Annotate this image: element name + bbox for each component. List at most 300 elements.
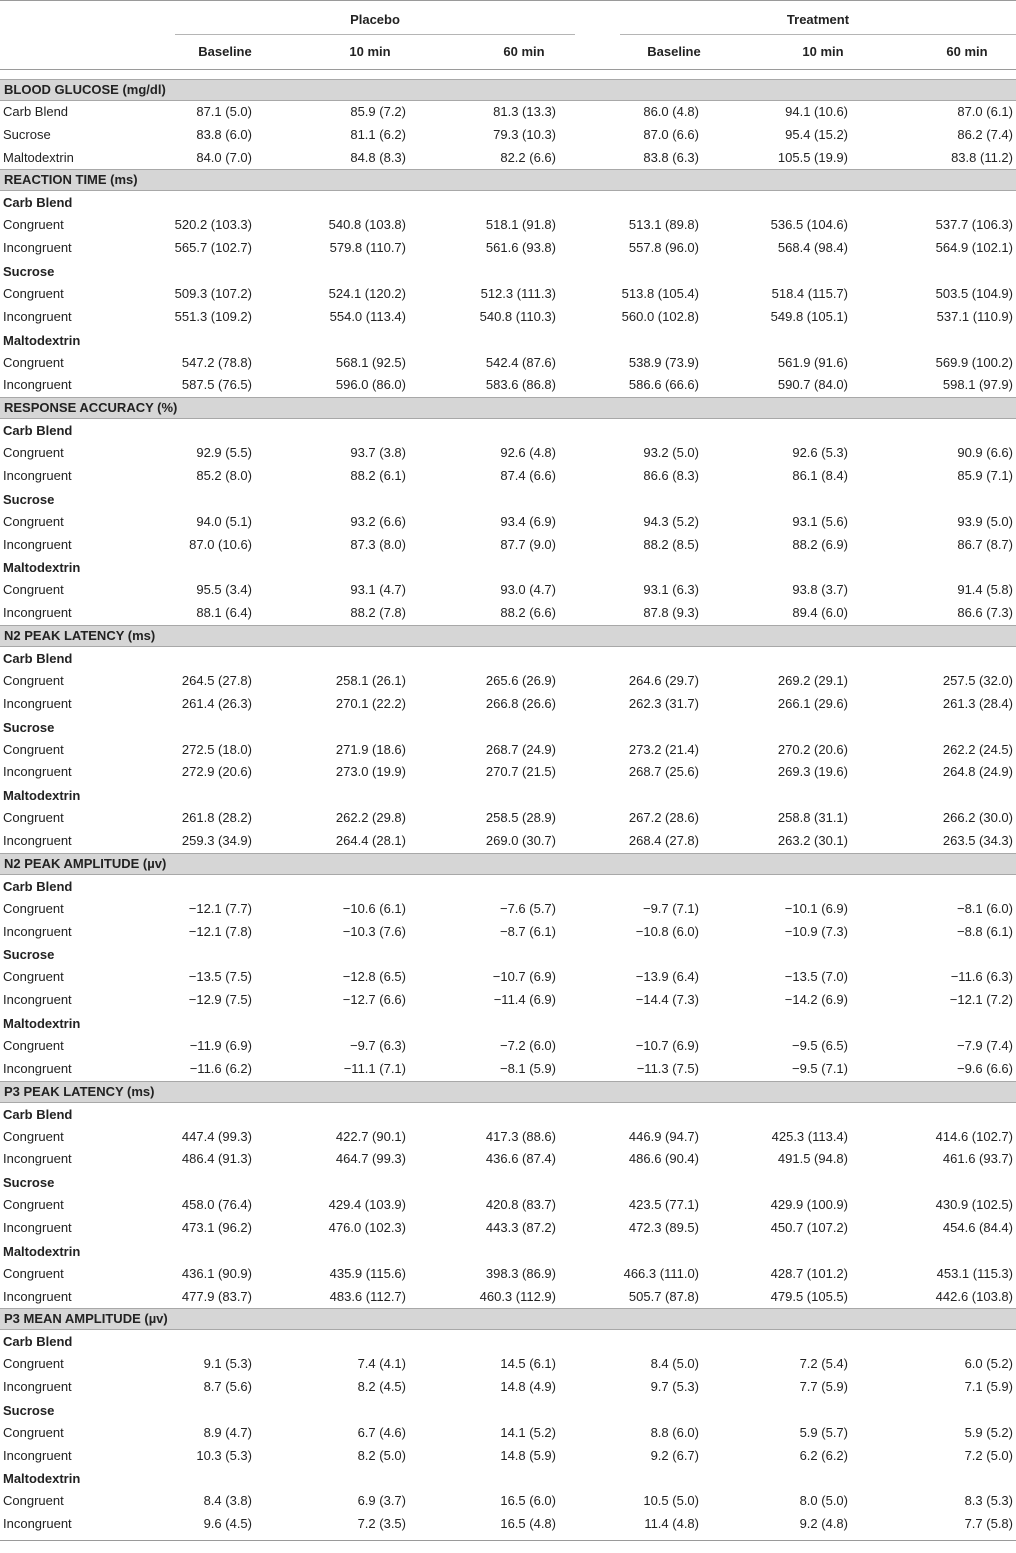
table-row <box>0 1194 1016 1217</box>
table-cell: 8.4 (5.0) <box>650 1356 699 1372</box>
table-cell: 461.6 (93.7) <box>942 1151 1013 1167</box>
row-label: Incongruent <box>3 377 72 393</box>
table-cell: 503.5 (104.9) <box>935 285 1013 301</box>
table-row <box>0 283 1016 306</box>
group-rule-placebo <box>175 34 575 35</box>
row-label: Carb Blend <box>3 104 69 119</box>
table-cell: 93.0 (4.7) <box>500 582 556 598</box>
table-cell: 423.5 (77.1) <box>628 1197 699 1213</box>
table-cell: 7.1 (5.9) <box>964 1379 1013 1395</box>
row-label: Incongruent <box>3 1447 72 1463</box>
table-cell: 540.8 (103.8) <box>328 217 406 233</box>
table-cell: 422.7 (90.1) <box>335 1128 406 1144</box>
table-cell: 542.4 (87.6) <box>485 354 556 370</box>
table-cell: 414.6 (102.7) <box>935 1128 1013 1144</box>
subgroup-label: Carb Blend <box>3 423 73 439</box>
table-cell: 483.6 (112.7) <box>329 1288 406 1304</box>
table-cell: 590.7 (84.0) <box>777 377 848 393</box>
table-cell: 85.2 (8.0) <box>196 467 252 483</box>
group-header-placebo: Placebo <box>350 12 400 27</box>
table-row <box>0 989 1016 1012</box>
table-cell: −12.7 (6.6) <box>342 992 406 1008</box>
table-cell: 269.2 (29.1) <box>777 672 848 688</box>
table-cell: 87.7 (9.0) <box>500 536 556 552</box>
table-cell: 93.2 (5.0) <box>643 445 699 461</box>
table-cell: −10.3 (7.6) <box>342 923 406 939</box>
group-header-treatment: Treatment <box>786 12 850 27</box>
table-cell: 8.2 (4.5) <box>357 1379 406 1395</box>
table-row <box>0 101 1016 124</box>
table-cell: 569.9 (100.2) <box>935 354 1013 370</box>
subgroup-label: Maltodextrin <box>3 1243 81 1259</box>
table-cell: 87.4 (6.6) <box>500 467 556 483</box>
table-cell: −7.9 (7.4) <box>956 1037 1013 1053</box>
row-label: Congruent <box>3 1356 64 1372</box>
table-cell: 536.5 (104.6) <box>770 217 848 233</box>
table-cell: −11.9 (6.9) <box>189 1037 252 1053</box>
row-label: Incongruent <box>3 764 72 780</box>
table-row <box>0 465 1016 488</box>
row-label: Congruent <box>3 513 64 529</box>
table-row <box>0 1286 1016 1309</box>
table-row <box>0 898 1016 921</box>
table-cell: 87.3 (8.0) <box>350 536 406 552</box>
table-cell: 272.9 (20.6) <box>181 764 252 780</box>
subgroup-label: Maltodextrin <box>3 788 81 804</box>
row-label: Incongruent <box>3 923 72 939</box>
table-cell: 450.7 (107.2) <box>770 1219 848 1235</box>
table-cell: 88.2 (7.8) <box>350 605 406 621</box>
table-cell: −12.9 (7.5) <box>188 992 252 1008</box>
table-cell: 259.3 (34.9) <box>181 832 252 848</box>
table-cell: 561.6 (93.8) <box>485 240 556 256</box>
section-header: RESPONSE ACCURACY (%) <box>0 397 1016 419</box>
row-label: Congruent <box>3 285 64 301</box>
table-cell: 491.5 (94.8) <box>777 1151 848 1167</box>
table-cell: −8.8 (6.1) <box>956 923 1013 939</box>
table-cell: 417.3 (88.6) <box>485 1128 556 1144</box>
column-header-placebo-60min: 60 min <box>503 44 545 59</box>
table-cell: 537.1 (110.9) <box>936 308 1013 324</box>
table-cell: 454.6 (84.4) <box>942 1219 1013 1235</box>
table-cell: 263.5 (34.3) <box>942 832 1013 848</box>
table-cell: 565.7 (102.7) <box>174 240 252 256</box>
row-label: Incongruent <box>3 308 72 324</box>
table-cell: 91.4 (5.8) <box>957 582 1013 598</box>
table-row <box>0 579 1016 602</box>
table-cell: 568.4 (98.4) <box>777 240 848 256</box>
table-cell: 447.4 (99.3) <box>181 1128 252 1144</box>
table-row <box>0 237 1016 260</box>
table-cell: 258.5 (28.9) <box>485 810 556 826</box>
table-cell: 583.6 (86.8) <box>485 377 556 393</box>
table-cell: 86.2 (7.4) <box>957 126 1013 142</box>
table-cell: −14.4 (7.3) <box>635 992 699 1008</box>
row-label: Incongruent <box>3 832 72 848</box>
table-cell: 93.2 (6.6) <box>350 513 406 529</box>
table-row <box>0 306 1016 329</box>
table-cell: 7.7 (5.8) <box>964 1516 1013 1532</box>
table-cell: 94.0 (5.1) <box>196 513 252 529</box>
row-label: Maltodextrin <box>3 149 74 165</box>
table-cell: 513.1 (89.8) <box>628 217 699 233</box>
table-cell: 266.2 (30.0) <box>942 810 1013 826</box>
column-header-treatment-10min: 10 min <box>802 44 844 59</box>
table-cell: 87.0 (6.6) <box>643 126 699 142</box>
table-cell: 486.6 (90.4) <box>628 1151 699 1167</box>
section-header: P3 MEAN AMPLITUDE (µv) <box>0 1308 1016 1330</box>
table-cell: 270.1 (22.2) <box>335 695 406 711</box>
section-header: N2 PEAK AMPLITUDE (µv) <box>0 853 1016 875</box>
table-cell: 466.3 (111.0) <box>623 1265 699 1281</box>
table-cell: −11.4 (6.9) <box>493 992 556 1008</box>
row-label: Congruent <box>3 582 64 598</box>
table-cell: 5.9 (5.2) <box>964 1424 1013 1440</box>
subgroup-label: Sucrose <box>3 1402 55 1418</box>
table-cell: 268.4 (27.8) <box>628 832 699 848</box>
table-top-rule <box>0 0 1016 1</box>
table-cell: 95.4 (15.2) <box>785 126 848 142</box>
table-cell: −12.1 (7.7) <box>188 900 252 916</box>
table-cell: 9.2 (6.7) <box>650 1447 699 1463</box>
table-cell: 8.4 (3.8) <box>203 1493 252 1509</box>
table-cell: 549.8 (105.1) <box>770 308 848 324</box>
table-cell: 258.1 (26.1) <box>335 672 406 688</box>
table-cell: −13.9 (6.4) <box>635 969 699 985</box>
table-row <box>0 1376 1016 1399</box>
table-cell: 265.6 (26.9) <box>485 672 556 688</box>
table-cell: 14.8 (5.9) <box>500 1447 556 1463</box>
table-row <box>0 1490 1016 1513</box>
table-cell: 268.7 (25.6) <box>628 764 699 780</box>
table-cell: 264.8 (24.9) <box>942 764 1013 780</box>
table-cell: 93.7 (3.8) <box>350 445 406 461</box>
table-row <box>0 670 1016 693</box>
table-cell: 266.8 (26.6) <box>485 695 556 711</box>
table-cell: −8.1 (6.0) <box>956 900 1013 916</box>
table-bottom-rule <box>0 1540 1016 1541</box>
table-cell: 479.5 (105.5) <box>770 1288 848 1304</box>
table-cell: 513.8 (105.4) <box>621 285 699 301</box>
table-cell: −9.5 (7.1) <box>791 1060 848 1076</box>
table-cell: 82.2 (6.6) <box>500 149 556 165</box>
table-cell: 271.9 (18.6) <box>335 741 406 757</box>
subgroup-label: Carb Blend <box>3 1106 73 1122</box>
table-row <box>0 147 1016 170</box>
table-cell: 14.1 (5.2) <box>500 1424 556 1440</box>
table-row <box>0 1148 1016 1171</box>
table-row <box>0 442 1016 465</box>
table-cell: 473.1 (96.2) <box>181 1219 252 1235</box>
row-label: Congruent <box>3 900 64 916</box>
table-cell: 9.7 (5.3) <box>650 1379 699 1395</box>
table-cell: 8.7 (5.6) <box>203 1379 252 1395</box>
row-label: Incongruent <box>3 1060 72 1076</box>
subgroup-label: Sucrose <box>3 719 55 735</box>
table-cell: −7.6 (5.7) <box>499 900 556 916</box>
table-cell: −8.1 (5.9) <box>499 1060 556 1076</box>
table-cell: 88.2 (6.1) <box>350 467 406 483</box>
table-row <box>0 534 1016 557</box>
table-cell: 486.4 (91.3) <box>181 1151 252 1167</box>
table-cell: 8.8 (6.0) <box>650 1424 699 1440</box>
table-cell: 10.5 (5.0) <box>643 1493 699 1509</box>
row-label: Sucrose <box>3 126 51 142</box>
table-cell: −9.7 (7.1) <box>642 900 699 916</box>
table-cell: 268.7 (24.9) <box>485 741 556 757</box>
subgroup-label: Carb Blend <box>3 1334 73 1350</box>
table-row <box>0 1217 1016 1240</box>
table-cell: 269.0 (30.7) <box>485 832 556 848</box>
table-cell: 9.6 (4.5) <box>203 1516 252 1532</box>
table-cell: 93.9 (5.0) <box>957 513 1013 529</box>
table-cell: 598.1 (97.9) <box>942 377 1013 393</box>
table-cell: 86.7 (8.7) <box>957 536 1013 552</box>
table-cell: 425.3 (113.4) <box>771 1128 848 1144</box>
table-cell: 262.3 (31.7) <box>628 695 699 711</box>
table-cell: 458.0 (76.4) <box>181 1197 252 1213</box>
table-row <box>0 693 1016 716</box>
table-cell: 436.1 (90.9) <box>181 1265 252 1281</box>
table-row <box>0 761 1016 784</box>
table-cell: 520.2 (103.3) <box>174 217 252 233</box>
table-cell: 5.9 (5.7) <box>799 1424 848 1440</box>
table-cell: −11.6 (6.2) <box>189 1060 252 1076</box>
row-label: Incongruent <box>3 1219 72 1235</box>
table-cell: 460.3 (112.9) <box>479 1288 556 1304</box>
table-row <box>0 1353 1016 1376</box>
table-cell: 267.2 (28.6) <box>628 810 699 826</box>
subgroup-label: Sucrose <box>3 263 55 279</box>
row-label: Congruent <box>3 1493 64 1509</box>
group-rule-treatment <box>620 34 1016 35</box>
row-label: Incongruent <box>3 1379 72 1395</box>
table-cell: 93.1 (6.3) <box>643 582 699 598</box>
table-row <box>0 807 1016 830</box>
table-cell: 6.2 (6.2) <box>799 1447 848 1463</box>
table-cell: 14.8 (4.9) <box>500 1379 556 1395</box>
table-cell: 9.1 (5.3) <box>203 1356 252 1372</box>
table-cell: 7.2 (5.4) <box>799 1356 848 1372</box>
subgroup-label: Sucrose <box>3 1175 55 1191</box>
table-cell: 540.8 (110.3) <box>479 308 556 324</box>
table-cell: 586.6 (66.6) <box>628 377 699 393</box>
table-cell: 88.1 (6.4) <box>196 605 252 621</box>
table-cell: 509.3 (107.2) <box>174 285 252 301</box>
row-label: Congruent <box>3 354 64 370</box>
table-cell: 87.0 (10.6) <box>189 536 252 552</box>
table-cell: 270.7 (21.5) <box>485 764 556 780</box>
table-cell: 7.2 (5.0) <box>964 1447 1013 1463</box>
table-cell: 429.9 (100.9) <box>770 1197 848 1213</box>
table-cell: 87.1 (5.0) <box>196 104 252 119</box>
table-cell: 428.7 (101.2) <box>770 1265 848 1281</box>
table-cell: 261.4 (26.3) <box>181 695 252 711</box>
table-cell: 564.9 (102.1) <box>935 240 1013 256</box>
table-cell: 83.8 (6.3) <box>643 149 699 165</box>
table-cell: 10.3 (5.3) <box>196 1447 252 1463</box>
table-cell: 87.8 (9.3) <box>643 605 699 621</box>
table-cell: −9.7 (6.3) <box>349 1037 406 1053</box>
table-cell: 93.8 (3.7) <box>792 582 848 598</box>
table-cell: 551.3 (109.2) <box>174 308 252 324</box>
table-cell: 86.0 (4.8) <box>643 104 699 119</box>
table-cell: 272.5 (18.0) <box>181 741 252 757</box>
row-label: Congruent <box>3 1424 64 1440</box>
row-label: Congruent <box>3 217 64 233</box>
table-cell: −10.9 (7.3) <box>784 923 848 939</box>
table-cell: 420.8 (83.7) <box>485 1197 556 1213</box>
table-cell: 93.4 (6.9) <box>500 513 556 529</box>
table-cell: 262.2 (29.8) <box>335 810 406 826</box>
table-cell: 579.8 (110.7) <box>329 240 406 256</box>
table-row <box>0 966 1016 989</box>
table-cell: 92.9 (5.5) <box>196 445 252 461</box>
table-cell: 596.0 (86.0) <box>335 377 406 393</box>
table-cell: 443.3 (87.2) <box>485 1219 556 1235</box>
table-row <box>0 1263 1016 1286</box>
table-cell: 477.9 (83.7) <box>181 1288 252 1304</box>
table-cell: 453.1 (115.3) <box>936 1265 1013 1281</box>
row-label: Congruent <box>3 1197 64 1213</box>
table-body <box>0 79 1016 1541</box>
table-cell: 7.2 (3.5) <box>357 1516 406 1532</box>
table-cell: 472.3 (89.5) <box>628 1219 699 1235</box>
table-cell: 7.7 (5.9) <box>799 1379 848 1395</box>
table-cell: 8.9 (4.7) <box>203 1424 252 1440</box>
table-cell: 8.0 (5.0) <box>799 1493 848 1509</box>
row-label: Incongruent <box>3 467 72 483</box>
table-cell: 464.7 (99.3) <box>335 1151 406 1167</box>
table-cell: −12.1 (7.8) <box>188 923 252 939</box>
table-cell: −10.7 (6.9) <box>635 1037 699 1053</box>
table-cell: 264.5 (27.8) <box>181 672 252 688</box>
table-row <box>0 511 1016 534</box>
subgroup-label: Maltodextrin <box>3 332 81 348</box>
table-cell: 16.5 (4.8) <box>500 1516 556 1532</box>
table-cell: 258.8 (31.1) <box>777 810 848 826</box>
table-cell: 257.5 (32.0) <box>942 672 1013 688</box>
table-cell: −7.2 (6.0) <box>499 1037 556 1053</box>
table-cell: −10.1 (6.9) <box>784 900 848 916</box>
table-cell: 518.1 (91.8) <box>485 217 556 233</box>
table-cell: 261.8 (28.2) <box>181 810 252 826</box>
table-cell: 83.8 (11.2) <box>951 149 1013 165</box>
table-cell: 11.4 (4.8) <box>644 1516 699 1532</box>
table-cell: 587.5 (76.5) <box>181 377 252 393</box>
table-cell: 86.6 (8.3) <box>643 467 699 483</box>
table-cell: 270.2 (20.6) <box>777 741 848 757</box>
table-cell: 6.9 (3.7) <box>357 1493 406 1509</box>
table-cell: 269.3 (19.6) <box>777 764 848 780</box>
table-cell: 518.4 (115.7) <box>771 285 848 301</box>
table-cell: 85.9 (7.2) <box>350 104 406 119</box>
table-row <box>0 830 1016 853</box>
table-cell: 557.8 (96.0) <box>628 240 699 256</box>
table-cell: 398.3 (86.9) <box>485 1265 556 1281</box>
table-cell: 8.2 (5.0) <box>357 1447 406 1463</box>
table-row <box>0 602 1016 625</box>
table-cell: 8.3 (5.3) <box>964 1493 1013 1509</box>
table-cell: −10.6 (6.1) <box>342 900 406 916</box>
table-cell: 561.9 (91.6) <box>777 354 848 370</box>
table-cell: 14.5 (6.1) <box>500 1356 556 1372</box>
row-label: Incongruent <box>3 605 72 621</box>
table-cell: 83.8 (6.0) <box>196 126 252 142</box>
table-cell: 6.0 (5.2) <box>964 1356 1013 1372</box>
table-cell: 7.4 (4.1) <box>357 1356 406 1372</box>
table-cell: 505.7 (87.8) <box>628 1288 699 1304</box>
section-header: BLOOD GLUCOSE (mg/dl) <box>0 79 1016 101</box>
section-header: N2 PEAK LATENCY (ms) <box>0 625 1016 647</box>
row-label: Incongruent <box>3 1288 72 1304</box>
table-cell: 6.7 (4.6) <box>357 1424 406 1440</box>
table-cell: 263.2 (30.1) <box>777 832 848 848</box>
table-cell: 88.2 (6.6) <box>500 605 556 621</box>
subgroup-label: Sucrose <box>3 947 55 963</box>
table-row <box>0 352 1016 375</box>
table-cell: 273.2 (21.4) <box>628 741 699 757</box>
subgroup-label: Carb Blend <box>3 878 73 894</box>
table-row <box>0 739 1016 762</box>
table-cell: 554.0 (113.4) <box>329 308 406 324</box>
table-cell: 476.0 (102.3) <box>328 1219 406 1235</box>
table-cell: 261.3 (28.4) <box>942 695 1013 711</box>
table-cell: 547.2 (78.8) <box>181 354 252 370</box>
row-label: Incongruent <box>3 992 72 1008</box>
subgroup-label: Maltodextrin <box>3 1471 81 1487</box>
table-cell: 435.9 (115.6) <box>329 1265 406 1281</box>
row-label: Incongruent <box>3 1516 72 1532</box>
table-cell: 16.5 (6.0) <box>500 1493 556 1509</box>
table-row <box>0 921 1016 944</box>
table-row <box>0 1513 1016 1536</box>
table-cell: 94.3 (5.2) <box>643 513 699 529</box>
table-row <box>0 124 1016 147</box>
table-cell: 512.3 (111.3) <box>480 285 556 301</box>
table-cell: 9.2 (4.8) <box>799 1516 848 1532</box>
row-label: Congruent <box>3 672 64 688</box>
table-cell: 264.4 (28.1) <box>335 832 406 848</box>
table-cell: 90.9 (6.6) <box>957 445 1013 461</box>
row-label: Congruent <box>3 1037 64 1053</box>
table-cell: −9.5 (6.5) <box>791 1037 848 1053</box>
table-cell: 87.0 (6.1) <box>957 104 1013 119</box>
table-cell: 84.8 (8.3) <box>350 149 406 165</box>
table-cell: 92.6 (4.8) <box>500 445 556 461</box>
table-cell: 442.6 (103.8) <box>935 1288 1013 1304</box>
row-label: Incongruent <box>3 240 72 256</box>
header-bottom-rule <box>0 69 1016 70</box>
section-header: P3 PEAK LATENCY (ms) <box>0 1081 1016 1103</box>
table-cell: −11.3 (7.5) <box>636 1060 699 1076</box>
table-cell: 524.1 (120.2) <box>328 285 406 301</box>
table-cell: 93.1 (4.7) <box>350 582 406 598</box>
table-cell: 560.0 (102.8) <box>621 308 699 324</box>
table-cell: 79.3 (10.3) <box>493 126 556 142</box>
row-label: Congruent <box>3 445 64 461</box>
table-cell: 105.5 (19.9) <box>777 149 848 165</box>
subgroup-label: Maltodextrin <box>3 560 81 576</box>
table-cell: −10.8 (6.0) <box>635 923 699 939</box>
table-cell: 264.6 (29.7) <box>628 672 699 688</box>
table-cell: 88.2 (8.5) <box>643 536 699 552</box>
table-row <box>0 214 1016 237</box>
row-label: Incongruent <box>3 695 72 711</box>
table-cell: 93.1 (5.6) <box>792 513 848 529</box>
table-cell: −13.5 (7.5) <box>188 969 252 985</box>
column-header-placebo-10min: 10 min <box>349 44 391 59</box>
